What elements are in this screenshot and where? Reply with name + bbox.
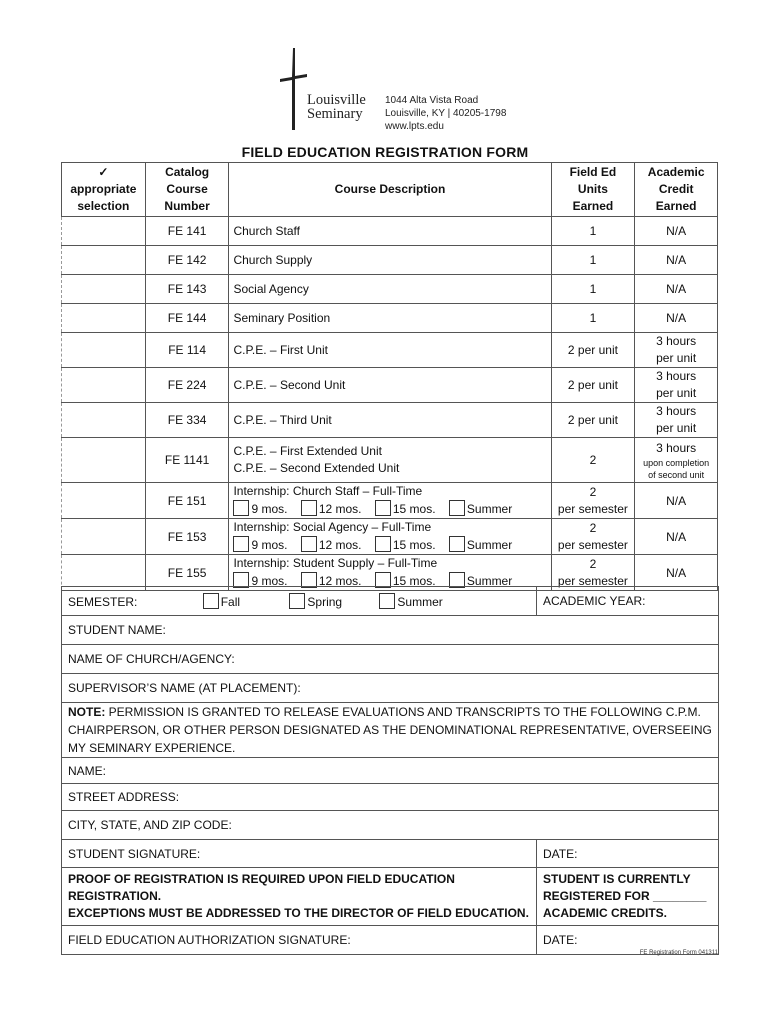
course-description: Church Staff xyxy=(229,217,551,246)
description-line1: C.P.E. – First Extended Unit xyxy=(233,444,382,458)
checkbox-semester-summer[interactable] xyxy=(379,593,395,609)
credit-line1: 3 hours xyxy=(656,440,697,455)
checkbox-15mos[interactable] xyxy=(375,500,391,516)
course-units: 1 xyxy=(551,304,635,333)
header-num-line3: Number xyxy=(164,199,210,213)
header-description: Course Description xyxy=(229,163,551,217)
course-credit: N/A xyxy=(635,217,718,246)
checkbox-fall[interactable] xyxy=(203,593,219,609)
header-selection-line1: appropriate xyxy=(70,182,137,196)
course-units xyxy=(551,483,635,519)
currently-line3: ACADEMIC CREDITS. xyxy=(543,906,668,920)
proof-line2: EXCEPTIONS MUST BE ADDRESSED TO THE DIRECTOR OF FIELD EDUCATION. xyxy=(68,906,529,920)
units-line2: per semester xyxy=(557,501,628,516)
course-number: FE 224 xyxy=(145,368,229,403)
student-date-field[interactable]: DATE: xyxy=(537,840,719,868)
selection-cell-fe153[interactable] xyxy=(62,519,146,555)
address-city: Louisville, KY | 40205-1798 xyxy=(385,108,507,119)
selection-cell-fe143[interactable] xyxy=(62,275,146,304)
release-note xyxy=(62,703,719,758)
label-9mos: 9 mos. xyxy=(251,538,288,552)
course-number: FE 144 xyxy=(145,304,229,333)
label-15mos: 15 mos. xyxy=(392,502,436,516)
table-row xyxy=(62,217,718,246)
checkmark-icon: ✓ xyxy=(98,165,109,179)
street-address-field[interactable]: STREET ADDRESS: xyxy=(62,784,719,811)
course-credit: N/A xyxy=(635,555,718,591)
course-number: FE 334 xyxy=(145,403,229,438)
table-row xyxy=(62,483,718,519)
selection-cell-fe142[interactable] xyxy=(62,246,146,275)
header-selection-line2: selection xyxy=(77,199,130,213)
course-units: 1 xyxy=(551,275,635,304)
label-12mos: 12 mos. xyxy=(318,538,362,552)
course-credit: N/A xyxy=(635,304,718,333)
table-row xyxy=(62,519,718,555)
course-credit xyxy=(635,368,718,403)
header-credit-line3: Earned xyxy=(655,199,697,213)
table-row xyxy=(62,246,718,275)
table-row xyxy=(62,304,718,333)
representative-name-field[interactable]: NAME: xyxy=(62,758,719,784)
church-agency-field[interactable]: NAME OF CHURCH/AGENCY: xyxy=(62,645,719,674)
proof-of-registration xyxy=(62,868,537,926)
table-row xyxy=(62,403,718,438)
form-row xyxy=(62,645,719,674)
logo-wordmark xyxy=(307,93,366,121)
label-summer: Summer xyxy=(466,574,513,588)
selection-cell-fe224[interactable] xyxy=(62,368,146,403)
duration-options xyxy=(233,500,546,518)
course-description xyxy=(229,483,551,519)
course-credit xyxy=(635,438,718,483)
description-line1: Internship: Social Agency – Full-Time xyxy=(233,520,432,534)
checkbox-9mos[interactable] xyxy=(233,500,249,516)
label-summer: Summer xyxy=(466,502,513,516)
checkbox-15mos[interactable] xyxy=(375,536,391,552)
course-credit xyxy=(635,333,718,368)
course-number: FE 143 xyxy=(145,275,229,304)
form-row xyxy=(62,674,719,703)
course-number: FE 141 xyxy=(145,217,229,246)
label-15mos: 15 mos. xyxy=(392,538,436,552)
checkbox-spring[interactable] xyxy=(289,593,305,609)
authorization-date-field[interactable]: DATE: xyxy=(537,926,719,955)
label-semester-summer: Summer xyxy=(397,595,443,609)
header-credit-line1: Academic xyxy=(647,165,705,179)
credit-line2: per unit xyxy=(656,351,697,365)
checkbox-9mos[interactable] xyxy=(233,536,249,552)
header-units-line1: Field Ed xyxy=(569,165,617,179)
course-number: FE 1141 xyxy=(145,438,229,483)
credit-line3: of second unit xyxy=(648,469,705,480)
course-credit: N/A xyxy=(635,519,718,555)
proof-line1: PROOF OF REGISTRATION IS REQUIRED UPON FIELD EDUCATION REGISTRATION. xyxy=(68,872,455,903)
course-number: FE 153 xyxy=(145,519,229,555)
course-units: 2 per unit xyxy=(551,403,635,438)
header-num-line2: Course xyxy=(166,182,208,196)
description-line2: C.P.E. – Second Extended Unit xyxy=(233,461,400,475)
form-row xyxy=(62,811,719,840)
table-row xyxy=(62,368,718,403)
course-credit xyxy=(635,403,718,438)
description-line1: Internship: Church Staff – Full-Time xyxy=(233,484,423,498)
semester-field xyxy=(62,587,537,616)
logo-line-2: Seminary xyxy=(307,106,363,122)
form-row xyxy=(62,868,719,926)
seminary-cross-logo xyxy=(278,48,308,130)
form-row xyxy=(62,616,719,645)
selection-cell-fe141[interactable] xyxy=(62,217,146,246)
course-units: 1 xyxy=(551,246,635,275)
label-spring: Spring xyxy=(307,595,343,609)
label-9mos: 9 mos. xyxy=(251,574,288,588)
duration-options xyxy=(233,536,546,554)
course-description: Seminary Position xyxy=(229,304,551,333)
course-description: C.P.E. – First Unit xyxy=(229,333,551,368)
checkbox-summer[interactable] xyxy=(449,536,465,552)
course-description xyxy=(229,438,551,483)
header-credit xyxy=(635,163,718,217)
form-row xyxy=(62,758,719,784)
course-number: FE 114 xyxy=(145,333,229,368)
header-units-line3: Earned xyxy=(572,199,614,213)
credit-line2: upon completion xyxy=(643,457,710,468)
course-number: FE 155 xyxy=(145,555,229,591)
note-label: NOTE: xyxy=(68,705,106,719)
units-line1: 2 xyxy=(589,556,597,571)
course-units: 1 xyxy=(551,217,635,246)
semester-row xyxy=(62,587,719,616)
form-title: FIELD EDUCATION REGISTRATION FORM xyxy=(241,144,529,160)
selection-cell-fe114[interactable] xyxy=(62,333,146,368)
credit-line1: 3 hours xyxy=(656,404,697,418)
course-units: 2 per unit xyxy=(551,368,635,403)
course-number: FE 151 xyxy=(145,483,229,519)
currently-line1: STUDENT IS CURRENTLY xyxy=(543,872,691,886)
address-street: 1044 Alta Vista Road xyxy=(385,95,479,106)
supervisor-field[interactable]: SUPERVISOR’S NAME (AT PLACEMENT): xyxy=(62,674,719,703)
currently-registered[interactable] xyxy=(537,868,719,926)
course-description xyxy=(229,519,551,555)
registration-details xyxy=(61,586,719,955)
credit-line1: 3 hours xyxy=(656,369,697,383)
form-row xyxy=(62,926,719,955)
currently-line2: REGISTERED FOR ________ xyxy=(543,889,707,903)
header-num-line1: Catalog xyxy=(165,165,210,179)
student-name-field[interactable]: STUDENT NAME: xyxy=(62,616,719,645)
table-row xyxy=(62,438,718,483)
checkbox-12mos[interactable] xyxy=(301,500,317,516)
course-credit: N/A xyxy=(635,483,718,519)
course-units: 2 per unit xyxy=(551,333,635,368)
label-9mos: 9 mos. xyxy=(251,502,288,516)
course-credit: N/A xyxy=(635,246,718,275)
credit-line2: per unit xyxy=(656,386,697,400)
selection-cell-fe1141[interactable] xyxy=(62,438,146,483)
course-description: C.P.E. – Second Unit xyxy=(229,368,551,403)
units-line2: per semester xyxy=(557,537,628,552)
header-credit-line2: Credit xyxy=(658,182,694,196)
table-row xyxy=(62,275,718,304)
checkbox-summer[interactable] xyxy=(449,500,465,516)
form-version: FE Registration Form 041311 xyxy=(639,950,718,956)
logo-line-1: Louisville xyxy=(307,92,366,108)
header-course-number xyxy=(145,163,229,217)
course-table xyxy=(61,162,718,591)
address-website: www.lpts.edu xyxy=(385,121,444,132)
selection-cell-fe334[interactable] xyxy=(62,403,146,438)
address-block xyxy=(385,94,506,133)
authorization-signature-field[interactable]: FIELD EDUCATION AUTHORIZATION SIGNATURE: xyxy=(62,926,537,955)
selection-cell-fe144[interactable] xyxy=(62,304,146,333)
table-header-row xyxy=(62,163,718,217)
academic-year-field[interactable]: ACADEMIC YEAR: xyxy=(537,587,719,616)
course-units xyxy=(551,519,635,555)
units-line1: 2 xyxy=(589,484,597,499)
checkbox-12mos[interactable] xyxy=(301,536,317,552)
semester-label: SEMESTER: xyxy=(68,595,138,609)
header-units-line2: Units xyxy=(577,182,608,196)
label-12mos: 12 mos. xyxy=(318,502,362,516)
course-number: FE 142 xyxy=(145,246,229,275)
label-summer: Summer xyxy=(466,538,513,552)
form-row xyxy=(62,784,719,811)
description-line1: Internship: Student Supply – Full-Time xyxy=(233,556,438,570)
header-units xyxy=(551,163,635,217)
course-description: C.P.E. – Third Unit xyxy=(229,403,551,438)
form-row xyxy=(62,840,719,868)
course-description: Church Supply xyxy=(229,246,551,275)
selection-cell-fe151[interactable] xyxy=(62,483,146,519)
course-units: 2 xyxy=(551,438,635,483)
label-15mos: 15 mos. xyxy=(392,574,436,588)
label-12mos: 12 mos. xyxy=(318,574,362,588)
credit-line1: 3 hours xyxy=(656,334,697,348)
form-row xyxy=(62,703,719,758)
student-signature-field[interactable]: STUDENT SIGNATURE: xyxy=(62,840,537,868)
course-description: Social Agency xyxy=(229,275,551,304)
course-credit: N/A xyxy=(635,275,718,304)
units-line1: 2 xyxy=(589,520,597,535)
city-state-zip-field[interactable]: CITY, STATE, AND ZIP CODE: xyxy=(62,811,719,840)
note-text: PERMISSION IS GRANTED TO RELEASE EVALUATIONS AND TRANSCRIPTS TO THE FOLLOWING C.P.M. CHAIRPERSON, OR OTHER PERSON DESIGNATED AS THE DENOMINATIONAL REPRESENTATIVE, OVERSEEING MY SEMINARY EXPERIENCE. xyxy=(68,705,712,755)
table-row xyxy=(62,333,718,368)
header-selection xyxy=(62,163,146,217)
units-line2: per semester xyxy=(557,573,628,588)
credit-line2: per unit xyxy=(656,421,697,435)
label-fall: Fall xyxy=(220,595,241,609)
